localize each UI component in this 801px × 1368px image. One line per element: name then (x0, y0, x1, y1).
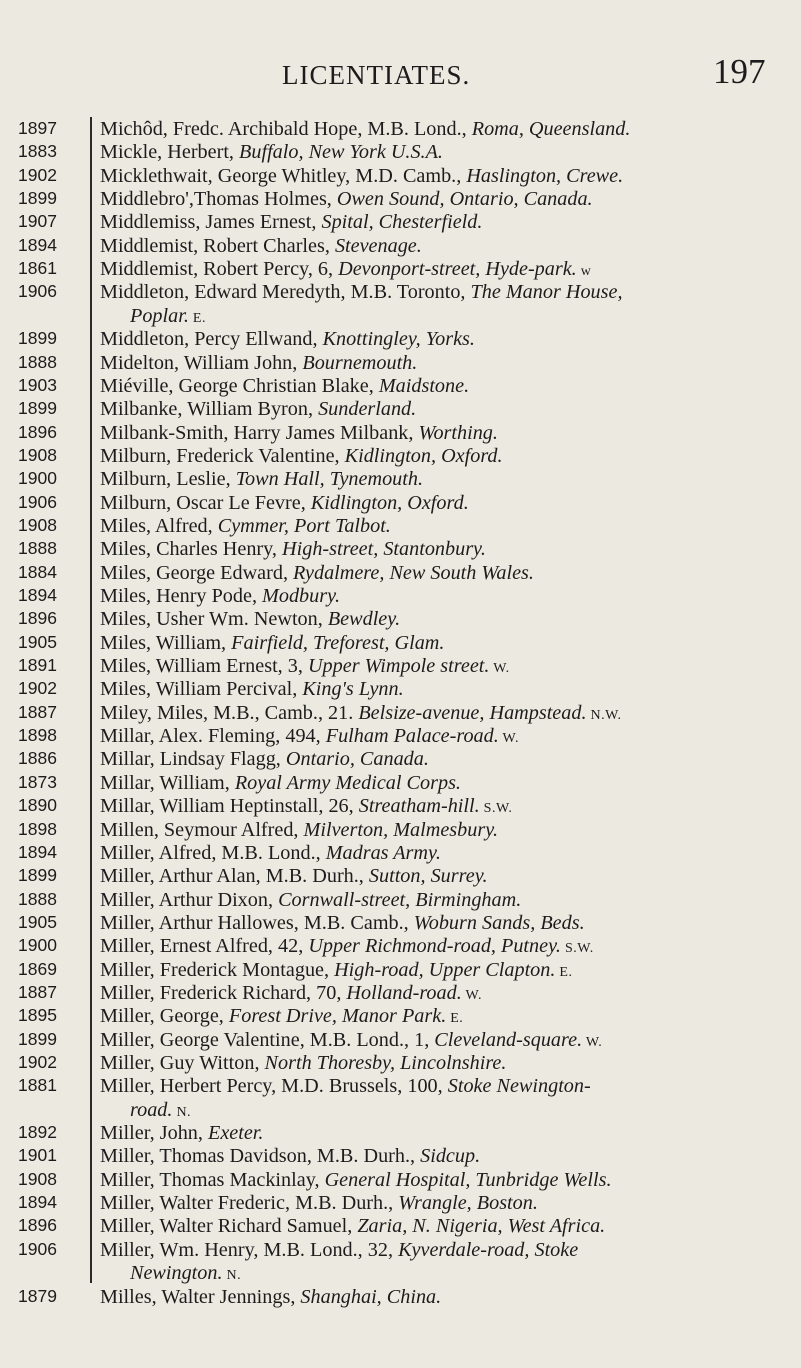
entry-year: 1902 (18, 1052, 57, 1072)
entry-year: 1894 (18, 585, 57, 605)
entry-name: Millen, Seymour Alfred, (100, 818, 304, 841)
entry-year: 1908 (18, 514, 57, 535)
entry-name: Miles, William Ernest, 3, (100, 655, 308, 678)
entry-name: Middlebro',Thomas Holmes, (100, 188, 337, 211)
entry-address: Bewdley. (327, 608, 401, 631)
entry-year: 1896 (18, 421, 57, 442)
entry-name: Miller, Walter Frederic, M.B. Durh., (100, 1192, 399, 1215)
entry-year: 1902 (18, 678, 57, 699)
entry-district: N. (222, 1268, 242, 1284)
entry-year: 1906 (18, 1238, 57, 1259)
entry-year: 1899 (18, 865, 57, 886)
entry-district: E. (188, 310, 206, 326)
entry-address: Sunderland. (318, 398, 417, 421)
entry-address: Newington. (130, 1262, 223, 1285)
entry-year: 1896 (18, 1215, 57, 1236)
entry-name: Miller, Wm. Henry, M.B. Lond., 32, (100, 1238, 399, 1261)
entry-address: Bournemouth. (302, 351, 418, 374)
entry-name: Middleton, Edward Meredyth, M.B. Toronto, (100, 281, 471, 304)
entry-address: High-road, Upper Clapton. (334, 958, 556, 981)
entry-name: Miles, William Percival, (100, 678, 303, 701)
entry-address: Fulham Palace-road. (325, 725, 499, 748)
entry-year: 1908 (18, 444, 57, 465)
entry-address: Kidlington, Oxford. (344, 444, 503, 467)
entry-district: w (576, 264, 592, 280)
entry-year: 1905 (18, 911, 57, 932)
entry-district: S.W. (479, 801, 513, 817)
entry-year: 1881 (18, 1075, 57, 1096)
entry-address: Spital, Chesterfield. (321, 211, 483, 234)
entry-year: 1903 (18, 374, 57, 395)
entry-year: 1891 (18, 655, 57, 676)
entry-address: Wrangle, Boston. (398, 1192, 538, 1215)
entry-name: Miller, Thomas Davidson, M.B. Durh., (100, 1145, 421, 1168)
entry-year: 1899 (18, 328, 57, 349)
entry-name: Millar, William Heptinstall, 26, (100, 795, 359, 818)
entry-address: Zaria, N. Nigeria, West Africa. (357, 1215, 606, 1238)
entry-year: 1901 (18, 1145, 57, 1166)
entry-address: General Hospital, Tunbridge Wells. (324, 1168, 612, 1191)
entry-name: Milbanke, William Byron, (100, 398, 319, 421)
entry-district: W. (498, 731, 519, 747)
entry-address: Holland-road. (346, 981, 462, 1004)
entry-name: Mickle, Herbert, (100, 141, 240, 164)
entry-name: Michôd, Fredc. Archibald Hope, M.B. Lond., (100, 118, 472, 140)
entry-year: 1869 (18, 958, 57, 979)
entry-year: 1898 (18, 818, 57, 839)
entry-address: Fairfield, Treforest, Glam. (231, 631, 445, 654)
entry-name: Miller, Thomas Mackinlay, (100, 1168, 325, 1191)
entry-address: Belsize-avenue, Hampstead. (358, 701, 587, 724)
entry-name: Millar, William, (100, 771, 235, 794)
entry-year: 1884 (18, 561, 57, 582)
entry-name: Milburn, Oscar Le Fevre, (100, 491, 311, 514)
entry-district: E. (446, 1011, 464, 1027)
entry-name: Middleton, Percy Ellwand, (100, 328, 323, 351)
entry-address: Stoke Newington- (447, 1075, 591, 1098)
entry-address: road. (130, 1098, 173, 1121)
entry-name: Miles, Alfred, (100, 514, 218, 537)
entry-address: King's Lynn. (302, 678, 404, 701)
entry-year: 1887 (18, 981, 57, 1002)
entry-name: Miller, George Valentine, M.B. Lond., 1, (100, 1028, 435, 1051)
entry-name: Miller, Guy Witton, (100, 1052, 265, 1074)
entry-name: Millar, Alex. Fleming, 494, (100, 725, 326, 748)
entry-address: High-street, Stantonbury. (282, 538, 486, 561)
entry-address: Milverton, Malmesbury. (303, 818, 499, 841)
entry-district: E. (555, 964, 573, 980)
entry-year: 1886 (18, 748, 57, 769)
entry-address: Shanghai, China. (300, 1285, 442, 1308)
entry-address: Upper Wimpole street. (307, 655, 490, 678)
entry-year: 1900 (18, 935, 57, 956)
entry-year: 1895 (18, 1005, 57, 1026)
entry-address: Kyverdale-road, Stoke (398, 1238, 579, 1261)
entry-name: Middlemist, Robert Percy, 6, (100, 258, 339, 281)
entry-address: Ontario, Canada. (285, 748, 429, 771)
entry-address: Devonport-street, Hyde-park. (338, 258, 577, 281)
entry-year: 1892 (18, 1122, 57, 1143)
entry-line (100, 1285, 441, 1312)
entry-name: Miles, Charles Henry, (100, 538, 283, 561)
entry-year: 1900 (18, 468, 57, 489)
entry-address: North Thoresby, Lincolnshire. (264, 1052, 507, 1074)
entry-address: Forest Drive, Manor Park. (228, 1005, 447, 1028)
entry-name: Miller, Arthur Hallowes, M.B. Camb., (100, 911, 414, 934)
entry-address: Knottingley, Yorks. (322, 328, 475, 351)
entry-address: Poplar. (130, 304, 189, 327)
entry-address: Sutton, Surrey. (368, 865, 488, 888)
entry-name: Middlemist, Robert Charles, (100, 234, 335, 257)
entry-name: Milburn, Leslie, (100, 468, 236, 491)
entry-name: Miller, Arthur Dixon, (100, 888, 279, 911)
entry-year: 1907 (18, 211, 57, 232)
entry-address: Upper Richmond-road, Putney. (308, 935, 561, 958)
entry-address: Roma, Queensland. (471, 118, 631, 140)
entry-year: 1897 (18, 118, 57, 138)
entry-name: Milles, Walter Jennings, (100, 1285, 301, 1308)
entry-year: 1906 (18, 491, 57, 512)
entry-address: Woburn Sands, Beds. (413, 911, 585, 934)
entry-name: Miller, Alfred, M.B. Lond., (100, 841, 326, 864)
entry-year: 1906 (18, 281, 57, 302)
entry-address: Modbury. (262, 585, 340, 607)
entry-year: 1887 (18, 701, 57, 722)
entry-year: 1896 (18, 608, 57, 629)
entry-district: W. (489, 661, 510, 677)
entry-name: Micklethwait, George Whitley, M.D. Camb., (100, 164, 467, 187)
entry-district: W. (582, 1034, 603, 1050)
entry-address: Royal Army Medical Corps. (234, 771, 461, 794)
entry-address: Streatham-hill. (358, 795, 480, 818)
entry-name: Miller, Frederick Richard, 70, (100, 981, 347, 1004)
page-header (0, 52, 801, 98)
entry-year: 1890 (18, 795, 57, 816)
column-rule (90, 117, 92, 1283)
entry-address: Cleveland-square. (434, 1028, 583, 1051)
entry-year: 1894 (18, 841, 57, 862)
entry-year: 1879 (18, 1285, 57, 1306)
entry-year: 1883 (18, 141, 57, 162)
entry-year: 1873 (18, 771, 57, 792)
entry-year: 1894 (18, 1192, 57, 1213)
entry-address: Worthing. (418, 421, 498, 444)
entry-district: N.W. (586, 707, 622, 723)
entry-name: Millar, Lindsay Flagg, (100, 748, 286, 771)
entry-name: Miles, Usher Wm. Newton, (100, 608, 328, 631)
page-number: 197 (713, 52, 766, 91)
entry-year: 1898 (18, 725, 57, 746)
entry-name: Miller, George, (100, 1005, 229, 1028)
entry-year: 1899 (18, 398, 57, 419)
entry-address: Haslington, Crewe. (466, 164, 624, 187)
entry-name: Miller, Arthur Alan, M.B. Durh., (100, 865, 369, 888)
entry-name: Middlemiss, James Ernest, (100, 211, 322, 234)
entry-year: 1899 (18, 188, 57, 209)
entry-name: Miller, Herbert Percy, M.D. Brussels, 100, (100, 1075, 448, 1098)
entry-name: Miller, Ernest Alfred, 42, (100, 935, 309, 958)
entry-address: Madras Army. (325, 841, 441, 864)
entry-address: Exeter. (207, 1122, 264, 1145)
entry-year: 1894 (18, 234, 57, 255)
entry-address: Buffalo, New York U.S.A. (239, 141, 443, 164)
entry-year: 1902 (18, 164, 57, 185)
entry-name: Miles, George Edward, (100, 561, 294, 584)
entry-address: Owen Sound, Ontario, Canada. (336, 188, 593, 211)
entry-year: 1861 (18, 258, 57, 279)
entry-address: Sidcup. (420, 1145, 481, 1168)
entry-name: Miles, William, (100, 631, 232, 654)
entry-address: Rydalmere, New South Wales. (293, 561, 534, 584)
entry-name: Miller, Walter Richard Samuel, (100, 1215, 358, 1238)
entry-address: Stevenage. (334, 234, 422, 257)
running-head: LICENTIATES. (282, 60, 471, 90)
entry-address: Cornwall-street, Birmingham. (278, 888, 522, 911)
entry-district: S.W. (560, 941, 594, 957)
entry-year: 1899 (18, 1028, 57, 1049)
entry-address: The Manor House, (470, 281, 623, 304)
entry-year: 1905 (18, 631, 57, 652)
entry-name: Milburn, Frederick Valentine, (100, 444, 345, 467)
entry-district: N. (172, 1104, 192, 1120)
entry-name: Milbank-Smith, Harry James Milbank, (100, 421, 419, 444)
entry-year: 1888 (18, 538, 57, 559)
entry-year: 1908 (18, 1168, 57, 1189)
entry-name: Miller, John, (100, 1122, 208, 1145)
entry-name: Miller, Frederick Montague, (100, 958, 335, 981)
entry-address: Town Hall, Tynemouth. (235, 468, 424, 491)
entry-district: W. (461, 987, 482, 1003)
entry-year: 1888 (18, 351, 57, 372)
entry-year: 1888 (18, 888, 57, 909)
entry-name: Miéville, George Christian Blake, (100, 374, 379, 397)
entry-address: Cymmer, Port Talbot. (217, 514, 391, 537)
entry-name: Miles, Henry Pode, (100, 585, 263, 607)
entry-name: Miley, Miles, M.B., Camb., 21. (100, 701, 359, 724)
entry-address: Maidstone. (378, 374, 470, 397)
entry-name: Midelton, William John, (100, 351, 303, 374)
entry-address: Kidlington, Oxford. (310, 491, 469, 514)
